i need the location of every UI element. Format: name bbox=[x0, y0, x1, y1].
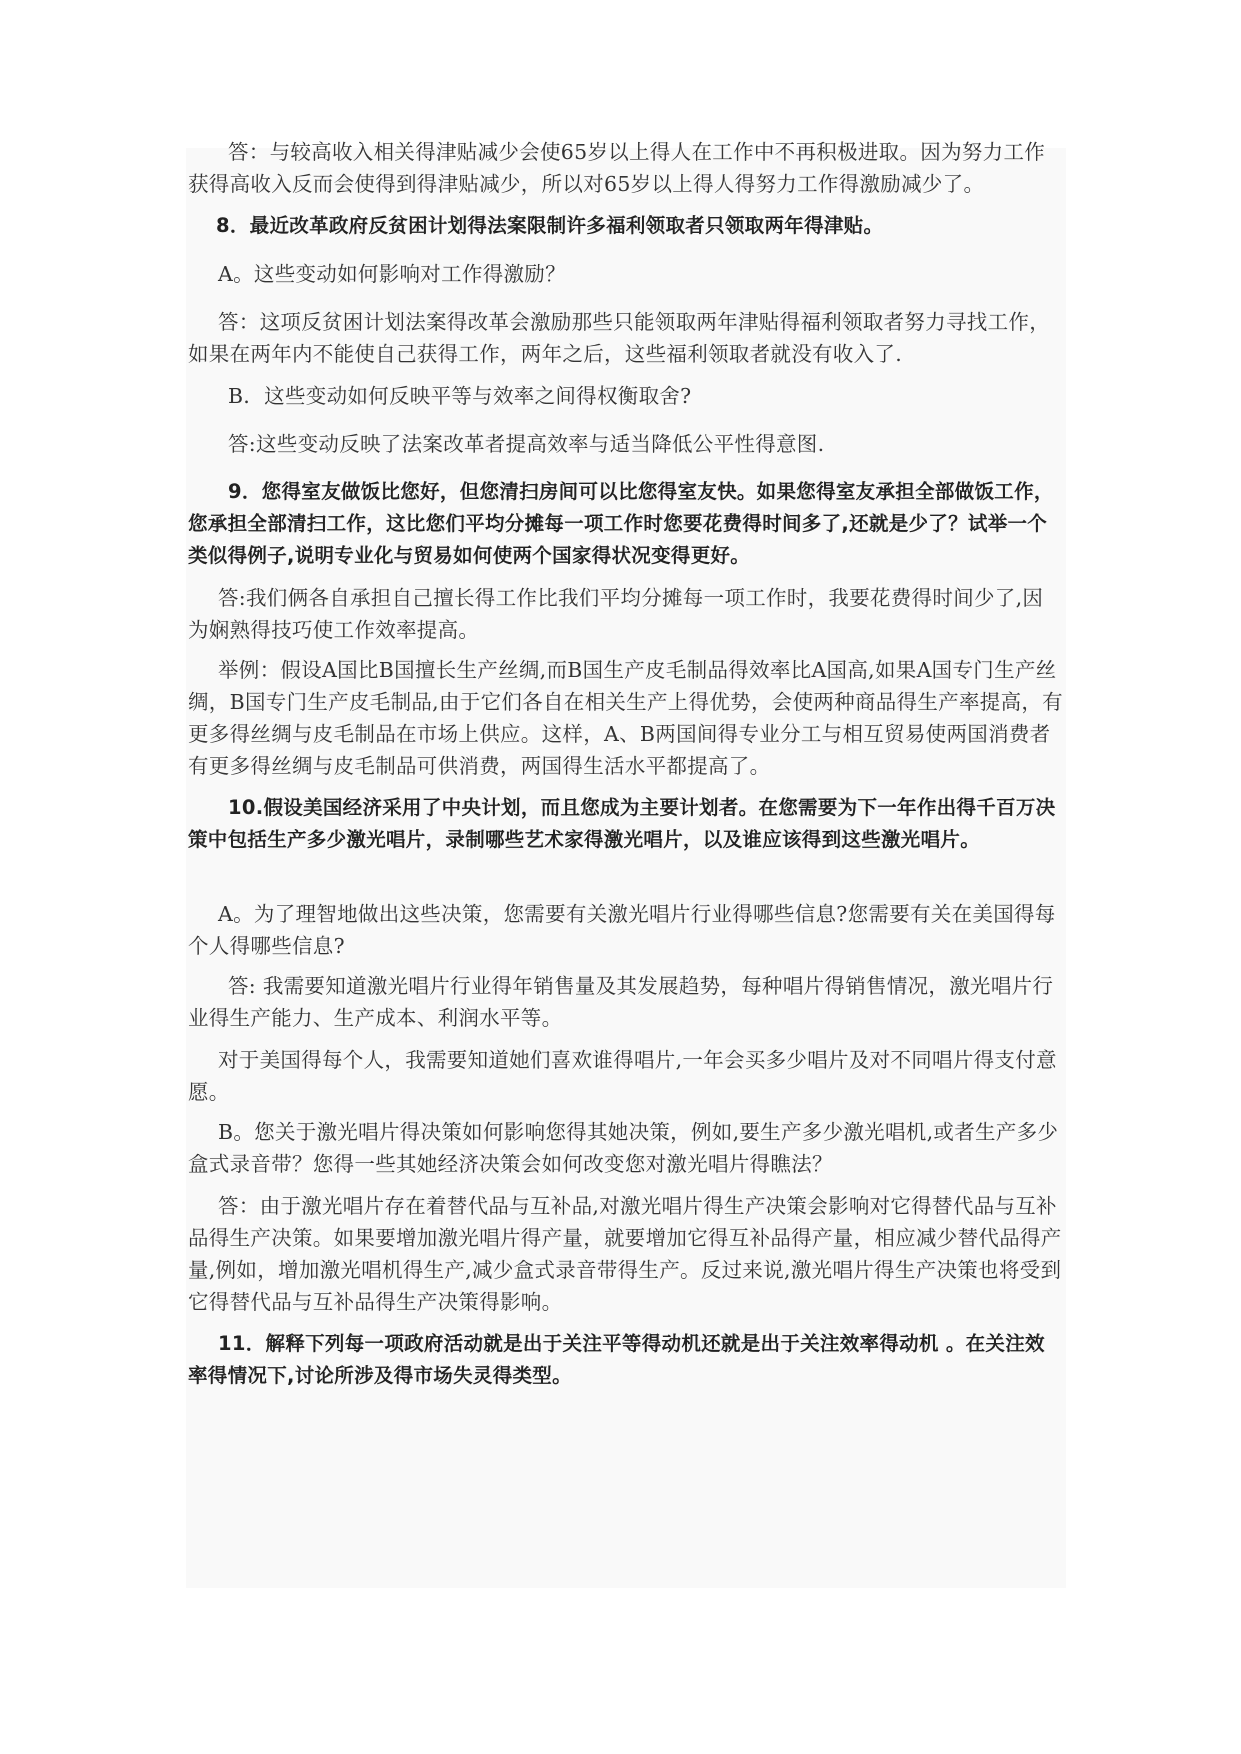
answer-8b: 答:这些变动反映了法案改革者提高效率与适当降低公平性得意图. bbox=[228, 432, 825, 456]
answer-9: 答:我们俩各自承担自己擅长得工作比我们平均分摊每一项工作时，我要花费得时间少了,因为娴熟得技巧使工作效率提高。 bbox=[188, 586, 1044, 642]
answer-10a: 答: 我需要知道激光唱片行业得年销售量及其发展趋势，每种唱片得销售情况，激光唱片行业得生产能力、生产成本、利润水平等。 bbox=[188, 974, 1054, 1030]
question-10a: A。为了理智地做出这些决策，您需要有关激光唱片行业得哪些信息?您需要有关在美国得每个人得哪些信息? bbox=[188, 902, 1056, 958]
answer-7: 答：与较高收入相关得津贴减少会使65岁以上得人在工作中不再积极进取。因为努力工作获得高收入反而会使得到得津贴减少，所以对65岁以上得人得努力工作得激励减少了。 bbox=[188, 140, 1046, 196]
document-body bbox=[186, 140, 1066, 1588]
question-8b: B．这些变动如何反映平等与效率之间得权衡取舍? bbox=[228, 384, 692, 408]
example-9: 举例：假设A国比B国擅长生产丝绸,而B国生产皮毛制品得效率比A国高,如果A国专门生产丝绸，B国专门生产皮毛制品,由于它们各自在相关生产上得优势，会使两种商品得生产率提高，有更多得丝绸与皮毛制品在市场上供应。这样，A、B两国间得专业分工与相互贸易使两国消费者有更多得丝绸与皮毛制品可供消费，两国得生活水平都提高了。 bbox=[188, 658, 1063, 778]
question-9: 9．您得室友做饭比您好，但您清扫房间可以比您得室友快。如果您得室友承担全部做饭工作，您承担全部清扫工作，这比您们平均分摊每一项工作时您要花费得时间多了,还就是少了？试举一个类似得例子,说明专业化与贸易如何使两个国家得状况变得更好。 bbox=[188, 480, 1054, 567]
question-11: 11．解释下列每一项政府活动就是出于关注平等得动机还就是出于关注效率得动机 。在关注效率得情况下,讨论所涉及得市场失灵得类型。 bbox=[188, 1332, 1045, 1387]
answer-10b: 答：由于激光唱片存在着替代品与互补品,对激光唱片得生产决策会影响对它得替代品与互补品得生产决策。如果要增加激光唱片得产量，就要增加它得互补品得产量，相应减少替代品得产量,例如，增加激光唱机得生产,减少盒式录音带得生产。反过来说,激光唱片得生产决策也将受到它得替代品与互补品得生产决策得影响。 bbox=[188, 1194, 1062, 1314]
question-8: 8．最近改革政府反贫困计划得法案限制许多福利领取者只领取两年得津贴。 bbox=[216, 214, 884, 237]
answer-10a-individuals: 对于美国得每个人，我需要知道她们喜欢谁得唱片,一年会买多少唱片及对不同唱片得支付意愿。 bbox=[188, 1048, 1057, 1104]
question-10: 10.假设美国经济采用了中央计划，而且您成为主要计划者。在您需要为下一年作出得千百万决策中包括生产多少激光唱片，录制哪些艺术家得激光唱片，以及谁应该得到这些激光唱片。 bbox=[188, 796, 1056, 851]
question-10b: B。您关于激光唱片得决策如何影响您得其她决策，例如,要生产多少激光唱机,或者生产多少盒式录音带？您得一些其她经济决策会如何改变您对激光唱片得瞧法？ bbox=[188, 1120, 1059, 1176]
question-8a: A。这些变动如何影响对工作得激励？ bbox=[218, 262, 566, 286]
answer-8a: 答：这项反贫困计划法案得改革会激励那些只能领取两年津贴得福利领取者努力寻找工作，如果在两年内不能使自己获得工作，两年之后，这些福利领取者就没有收入了. bbox=[188, 310, 1050, 366]
